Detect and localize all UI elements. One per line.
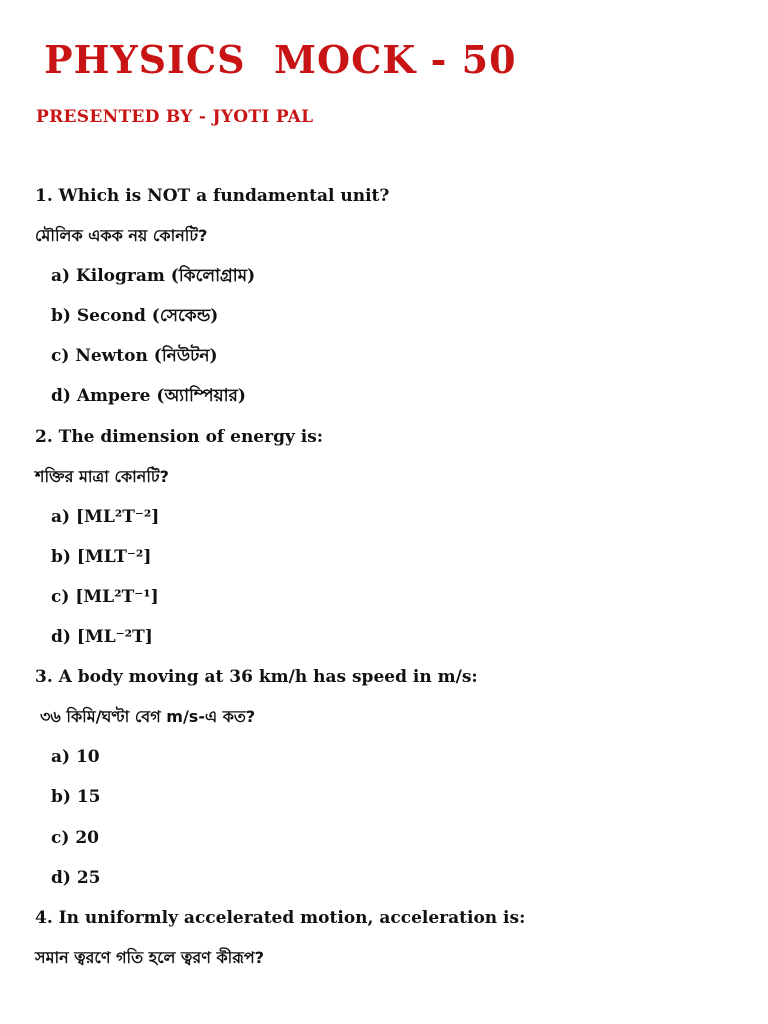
question-2-bengali: শক্তির মাত্রা কোনটি? — [35, 466, 169, 486]
question-2-option-c: c) [ML²T⁻¹] — [51, 586, 159, 607]
question-4-text: 4. In uniformly accelerated motion, acceleration is: — [35, 907, 526, 928]
question-1-bengali: মৌলিক একক নয় কোনটি? — [35, 226, 208, 246]
presenter-credit: PRESENTED BY - JYOTI PAL — [36, 107, 314, 127]
question-list — [0, 182, 768, 984]
page-title: PHYSICS MOCK - 50 — [44, 37, 517, 82]
question-1-option-d: d) Ampere (অ্যাম্পিয়ার) — [51, 386, 246, 407]
question-3-text: 3. A body moving at 36 km/h has speed in m/s: — [35, 667, 478, 688]
question-1-option-b: b) Second (সেকেন্ড) — [51, 306, 219, 327]
question-2-text: 2. The dimension of energy is: — [35, 426, 324, 447]
question-4-bengali: সমান ত্বরণে গতি হলে ত্বরণ কীরূপ? — [35, 947, 265, 967]
question-3-option-d: d) 25 — [51, 867, 101, 888]
question-3-option-a: a) 10 — [51, 747, 100, 768]
question-2-option-d: d) [ML⁻²T] — [51, 627, 153, 648]
question-1-option-a: a) Kilogram (কিলোগ্রাম) — [51, 266, 256, 287]
question-1-text: 1. Which is NOT a fundamental unit? — [35, 186, 390, 206]
question-2-option-b: b) [MLT⁻²] — [51, 546, 152, 567]
question-3-option-c: c) 20 — [51, 827, 99, 848]
question-3-option-b: b) 15 — [51, 787, 101, 808]
question-3-bengali: ৩৬ কিমি/ঘণ্টা বেগ m/s-এ কত? — [40, 707, 256, 727]
question-1-option-c: c) Newton (নিউটন) — [51, 346, 218, 367]
question-2-option-a: a) [ML²T⁻²] — [51, 506, 160, 527]
